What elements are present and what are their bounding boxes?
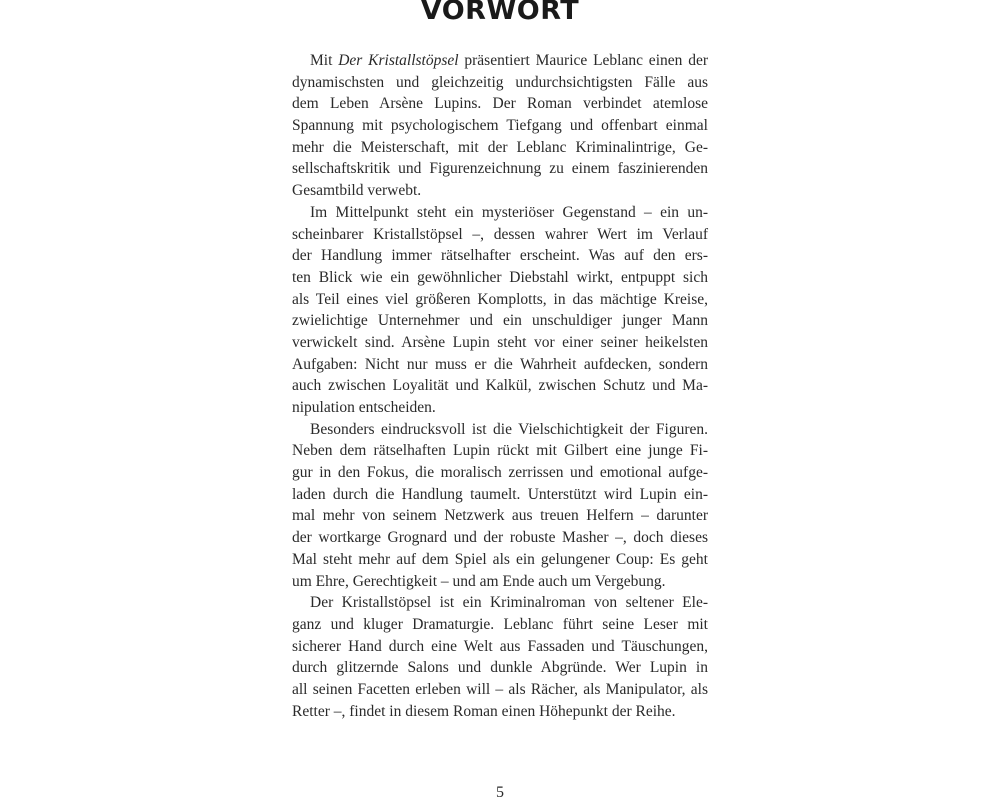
text-line: ten Blick wie ein gewöhnlicher Diebstahl wirkt, entpuppt sich [292, 268, 708, 286]
text-line: mehr die Meisterschaft, mit der Leblanc Kriminalintrige, Ge- [292, 138, 708, 156]
text-line: laden durch die Handlung taumelt. Unterstützt wird Lupin ein- [292, 485, 708, 503]
text-line: Neben dem rätselhaften Lupin rückt mit Gilbert eine junge Fi- [292, 442, 708, 460]
foreword-body [292, 50, 708, 722]
text-line: scheinbarer Kristallstöpsel –, dessen wahrer Wert im Verlauf [292, 225, 708, 243]
text-line: mal mehr von seinem Netzwerk aus treuen Helfern – darunter [292, 507, 708, 525]
paragraph-4 [292, 592, 708, 722]
text-line-prefix: Mit [310, 52, 339, 69]
text-line: Mal steht mehr auf dem Spiel als ein gelungener Coup: Es geht [292, 550, 708, 568]
text-line: Besonders eindrucksvoll ist die Vielschichtigkeit der Figuren. [310, 420, 708, 438]
text-line: als Teil eines viel größeren Komplotts, in das mächtige Kreise, [292, 290, 708, 308]
text-line: zwielichtige Unternehmer und ein unschuldiger junger Mann [292, 312, 708, 330]
paragraph-1 [292, 50, 708, 202]
text-line: durch glitzernde Salons und dunkle Abgründe. Wer Lupin in [292, 659, 708, 677]
text-line: sicherer Hand durch eine Welt aus Fassaden und Täuschungen, [292, 637, 708, 655]
text-line [292, 50, 708, 72]
text-line: um Ehre, Gerechtigkeit – und am Ende auch um Vergebung. [292, 572, 666, 590]
text-line: Der Kristallstöpsel ist ein Kriminalroman von seltener Ele- [310, 594, 708, 612]
book-title-italic: Der Kristallstöpsel [338, 52, 459, 69]
text-line: verwickelt sind. Arsène Lupin steht vor einer seiner heikelsten [292, 333, 708, 351]
text-line: nipulation entscheiden. [292, 399, 436, 416]
text-line: ganz und kluger Dramaturgie. Leblanc führt seine Leser mit [292, 615, 708, 633]
text-line: der wortkarge Grognard und der robuste Masher –, doch dieses [292, 529, 708, 547]
text-line: auch zwischen Loyalität und Kalkül, zwischen Schutz und Ma- [292, 377, 708, 395]
text-line: dem Leben Arsène Lupins. Der Roman verbindet atemlose [292, 95, 708, 113]
text-line-suffix: präsentiert Maurice Leblanc einen der [458, 52, 708, 69]
text-line: Gesamtbild verwebt. [292, 182, 422, 200]
text-line: all seinen Facetten erleben will – als Rächer, als Manipulator, als [292, 680, 708, 698]
text-line: Aufgaben: Nicht nur muss er die Wahrheit aufdecken, sondern [292, 355, 708, 373]
paragraph-2 [292, 202, 708, 419]
text-line: sellschaftskritik und Figurenzeichnung zu einem faszinierenden [292, 160, 708, 178]
text-line: der Handlung immer rätselhafter erscheint. Was auf den ers- [292, 247, 708, 265]
page-title: VORWORT [420, 0, 580, 26]
text-line: Spannung mit psychologischem Tiefgang und offenbart einmal [292, 117, 708, 135]
page-number: 5 [496, 784, 504, 801]
text-line: gur in den Fokus, die moralisch zerrissen und emotional aufge- [292, 464, 708, 482]
text-line: Im Mittelpunkt steht ein mysteriöser Gegenstand – ein un- [310, 203, 708, 221]
text-line: Retter –, findet in diesem Roman einen Höhepunkt der Reihe. [292, 702, 676, 720]
text-line: dynamischsten und gleichzeitig undurchsichtigsten Fälle aus [292, 73, 708, 91]
paragraph-3 [292, 419, 708, 593]
